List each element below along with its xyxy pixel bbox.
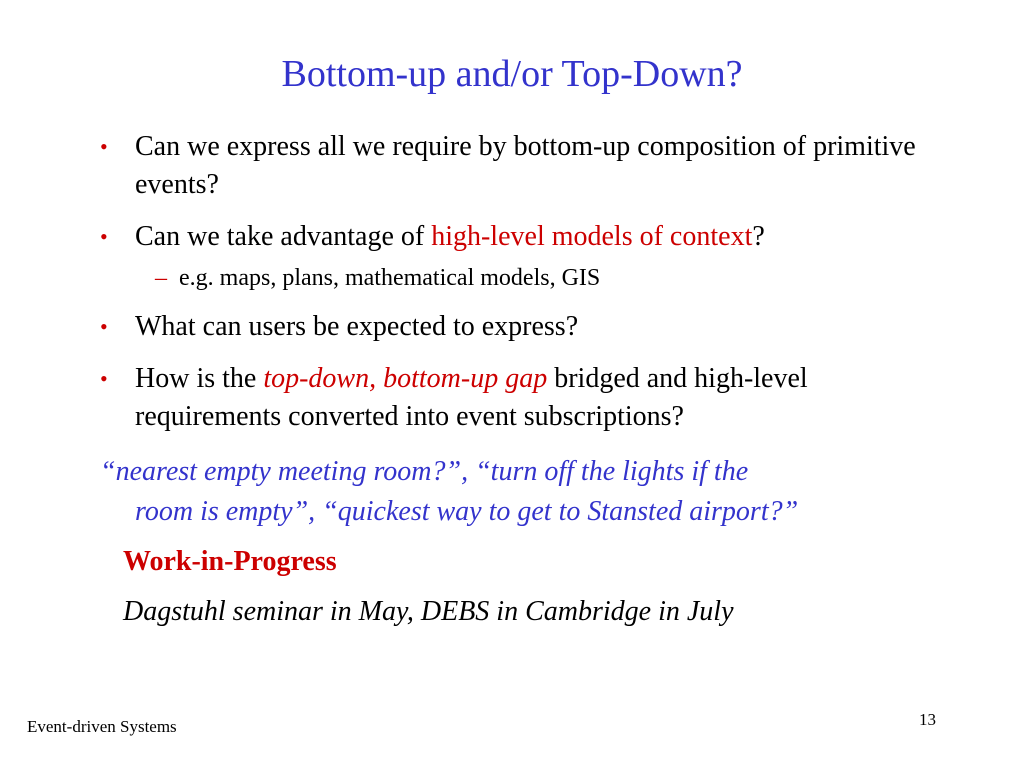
bullet-list [96,128,936,450]
bullet-item [96,128,936,204]
bullet-dot-icon: • [100,134,108,159]
page-number: 13 [919,710,936,729]
dash-icon: – [155,265,167,291]
bullet-text: What can users be expected to express? [135,311,579,342]
bullet-dot-icon: • [100,314,108,339]
bullet-item [96,308,936,346]
events-note: Dagstuhl seminar in May, DEBS in Cambridge in July [123,596,734,627]
work-in-progress-label: Work-in-Progress [123,546,337,577]
bullet-highlight: top-down, bottom-up gap [263,363,548,394]
bullet-item [96,360,936,436]
slide-title: Bottom-up and/or Top-Down? [281,53,743,95]
quote-line: room is empty”, “quickest way to get to Stansted airport?” [135,496,799,527]
sub-bullet-text: e.g. maps, plans, mathematical models, GIS [179,265,601,291]
bullet-text: How is the [135,363,264,394]
bullet-text: Can we express all we require by bottom-up composition of primitive events? [135,131,916,200]
bullet-text: Can we take advantage of [135,221,432,252]
sub-bullet-item [96,262,936,294]
quote-line: “nearest empty meeting room?”, “turn off the lights if the [100,456,749,487]
bullet-dot-icon: • [100,366,108,391]
footer-course-title: Event-driven Systems [27,717,177,736]
bullet-item [96,218,936,256]
bullet-text-end: bridged and high-level requirements converted into event subscriptions? [135,363,808,432]
bullet-dot-icon: • [100,224,108,249]
bullet-text-end: ? [752,221,765,252]
bullet-highlight: high-level models of context [431,221,753,252]
example-quotes [100,452,960,532]
